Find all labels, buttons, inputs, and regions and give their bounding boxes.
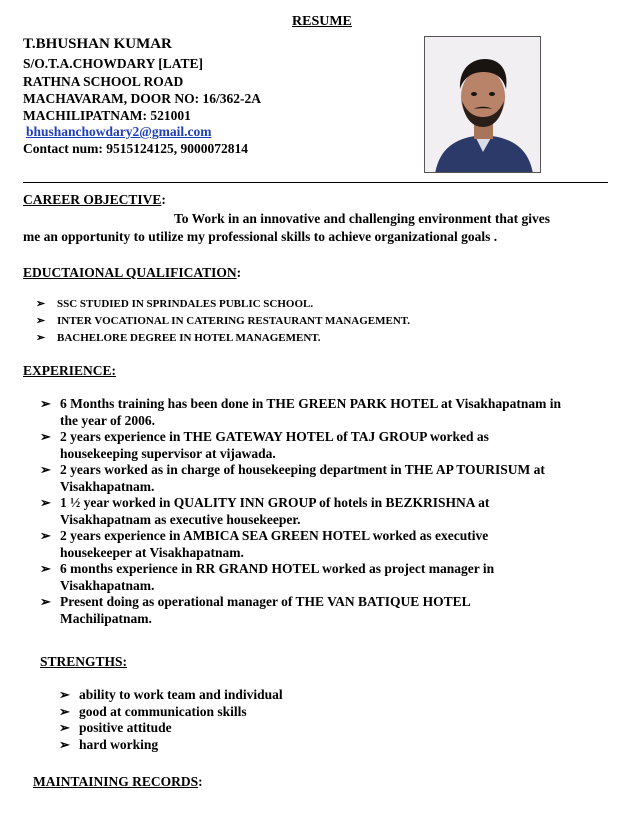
experience-list	[40, 396, 615, 627]
arrow-bullet-icon: ➢	[40, 429, 51, 444]
arrow-bullet-icon: ➢	[59, 687, 70, 702]
objective-line-2: me an opportunity to utilize my professional skills to achieve organizational goals .	[23, 229, 498, 244]
arrow-bullet-icon: ➢	[40, 561, 51, 576]
career-objective-title: CAREER OBJECTIVE	[23, 192, 162, 207]
arrow-bullet-icon: ➢	[59, 703, 70, 719]
divider-line	[23, 182, 608, 183]
list-item: ➢ ability to work team and individual	[59, 687, 283, 702]
strengths-list	[59, 687, 283, 753]
list-item: ➢ 6 Months training has been done in THE GREEN PARK HOTEL at Visakhapatnam in the year of 2006.	[40, 396, 561, 428]
list-item: ➢ good at communication skills	[59, 703, 247, 719]
contact-number: Contact num: 9515124125, 9000072814	[23, 141, 248, 156]
arrow-bullet-icon: ➢	[40, 594, 51, 609]
arrow-bullet-icon: ➢	[40, 528, 51, 543]
resume-title: RESUME	[292, 14, 352, 29]
list-item: ➢ 2 years worked as in charge of housekeeping department in THE AP TOURISUM at Visakhapatnam.	[40, 462, 545, 494]
list-item: ➢ INTER VOCATIONAL IN CATERING RESTAURANT MANAGEMENT.	[36, 313, 410, 330]
candidate-name: T.BHUSHAN KUMAR	[23, 36, 172, 52]
arrow-bullet-icon: ➢	[59, 736, 70, 752]
career-objective-colon: :	[161, 192, 166, 207]
list-item: ➢ Present doing as operational manager of THE VAN BATIQUE HOTEL Machilipatnam.	[40, 594, 471, 626]
strengths-heading: STRENGTHS:	[40, 654, 128, 669]
address-line-2: MACHAVARAM, DOOR NO: 16/362-2A	[23, 91, 261, 106]
profile-photo	[424, 36, 541, 173]
list-item: ➢ 6 months experience in RR GRAND HOTEL worked as project manager in Visakhapatnam.	[40, 561, 495, 593]
list-item: ➢ hard working	[59, 736, 159, 752]
experience-heading: EXPERIENCE:	[23, 363, 117, 378]
arrow-bullet-icon: ➢	[40, 396, 51, 411]
arrow-bullet-icon: ➢	[36, 298, 46, 310]
address-line-3: MACHILIPATNAM: 521001	[23, 108, 191, 123]
list-item: ➢ SSC STUDIED IN SPRINDALES PUBLIC SCHOOL.	[36, 296, 410, 313]
arrow-bullet-icon: ➢	[59, 720, 70, 735]
education-heading	[23, 265, 241, 281]
list-item: ➢ positive attitude	[59, 720, 172, 735]
career-objective-heading	[23, 192, 166, 208]
records-colon: :	[198, 774, 203, 789]
address-line-1: RATHNA SCHOOL ROAD	[23, 74, 184, 89]
list-item: ➢ BACHELORE DEGREE IN HOTEL MANAGEMENT.	[36, 330, 410, 347]
list-item: ➢ 2 years experience in THE GATEWAY HOTEL of TAJ GROUP worked as housekeeping supervisor at vijawada.	[40, 429, 489, 461]
objective-line-1: To Work in an innovative and challenging environment that gives	[174, 211, 550, 226]
education-title: EDUCTAIONAL QUALIFICATION	[23, 265, 237, 280]
arrow-bullet-icon: ➢	[36, 315, 46, 327]
arrow-bullet-icon: ➢	[40, 495, 51, 510]
email-link[interactable]: bhushanchowdary2@gmail.com	[26, 124, 212, 139]
records-title: MAINTAINING RECORDS	[33, 774, 199, 789]
arrow-bullet-icon: ➢	[36, 332, 46, 344]
arrow-bullet-icon: ➢	[40, 462, 51, 477]
education-colon: :	[236, 265, 242, 280]
list-item: ➢ 2 years experience in AMBICA SEA GREEN HOTEL worked as executive housekeeper at Visakhapatnam.	[40, 528, 489, 560]
list-item: ➢ 1 ½ year worked in QUALITY INN GROUP of hotels in BEZKRISHNA at Visakhapatnam as executive housekeeper.	[40, 495, 490, 527]
records-heading	[33, 774, 203, 790]
education-list	[36, 296, 410, 347]
father-name: S/O.T.A.CHOWDARY [LATE]	[23, 56, 204, 71]
